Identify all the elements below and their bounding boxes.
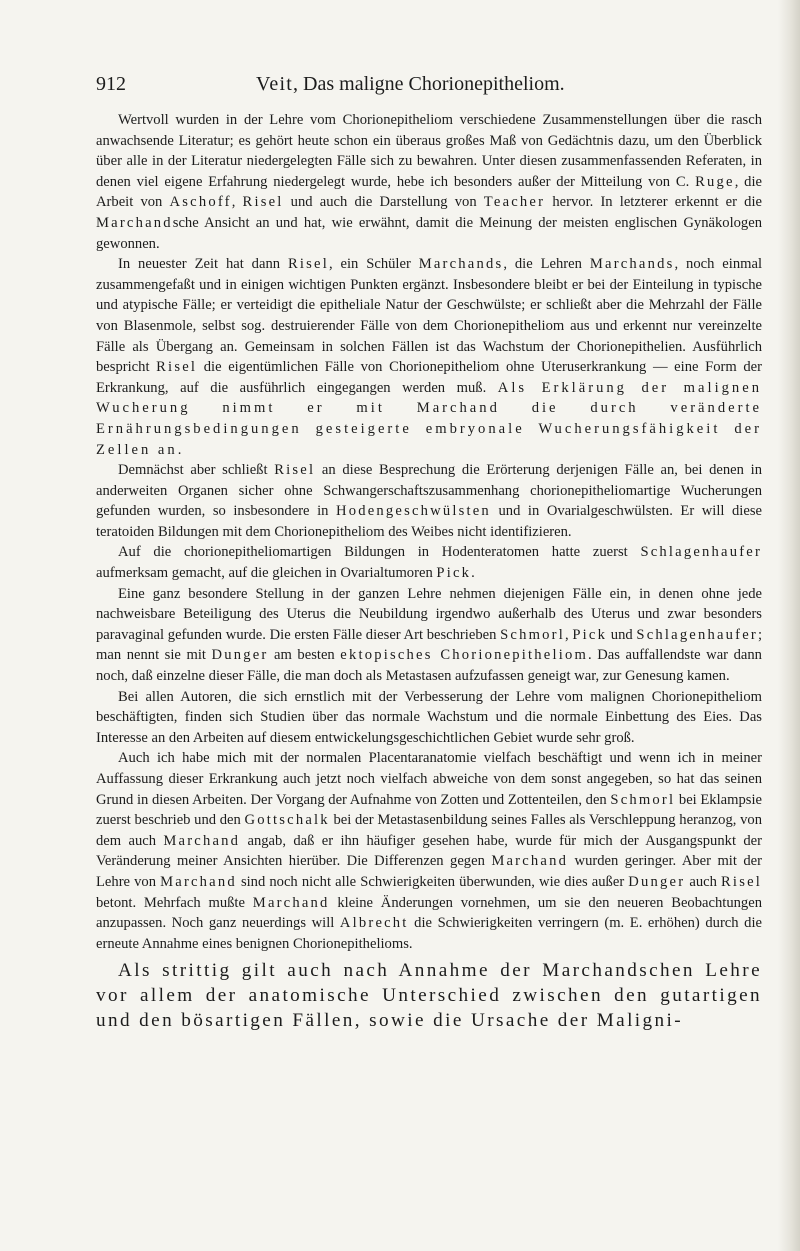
text-run: Demnächst aber schließt (118, 462, 275, 479)
text-run: , noch einmal zusammengefaßt und in einigen wichtigen Punkten ergänzt. Insbesondere bleibt er bei der Einteilung in typische und atypische Fälle; er verteidigt die epitheliale Natur der Geschwülste; er schließt aber die Mehrzahl der Fälle von Blasenmole, selbst sog. destruierender Fälle von dem Chorionepitheliom aus und erkennt nur vereinzelte Fälle als Übergang an. Gemeinsam in solchen Fällen ist das Wachstum der Chorionepithelien. Ausführlich bespricht (96, 256, 763, 376)
text-run: , ein Schüler (328, 256, 419, 273)
emphasized-name: Teacher (483, 194, 546, 211)
text-run: sind noch nicht alle Schwierigkeiten überwunden, wie dies außer (236, 873, 629, 890)
running-title-author: Veit (256, 73, 294, 95)
text-run: auch (685, 873, 721, 890)
emphasized-name: Marchand (96, 214, 173, 231)
emphasized-name: Schmorl (500, 626, 565, 643)
emphasized-name: Dunger (211, 647, 269, 664)
emphasized-name: Ruge (695, 173, 735, 190)
text-run: sche Ansicht an und hat, wie erwähnt, damit die Meinung der meisten englischen Gynäkologen gewonnen. (96, 214, 762, 252)
text-run: Auf die chorionepitheliomartigen Bildungen in Hodenteratomen hatte zuerst (118, 544, 641, 561)
emphasized-name: Marchand (160, 873, 237, 890)
paragraph-4 (96, 542, 762, 583)
text-run: bei der Metastasenbildung seines Falles als Verschleppung heranzog, von dem auch (96, 812, 762, 849)
text-run: die eigentümlichen Fälle von Chorionepitheliom ohne Uteruserkrankung — eine Form der Erkrankung, auf die ausführlich eingegangen werden muß. (96, 359, 762, 396)
text-run: und auch die Darstellung von (283, 194, 484, 211)
running-title (256, 72, 565, 96)
text-run: , (231, 194, 243, 211)
paragraph-2 (96, 254, 762, 460)
text-run: bei Eklampsie zuerst beschrieb und den (96, 791, 762, 829)
text-run: aufmerksam gemacht, auf die gleichen in Ovarialtumoren (96, 565, 437, 582)
emphasized-name: Risel (274, 462, 316, 479)
text-run: angab, daß er ihn häufiger gesehen habe, wurde für mich der Ausgangspunkt der Veränderung meiner Ansichten hierüber. Die Differenzen gegen (96, 832, 762, 870)
emphasized-name: Albrecht (339, 915, 409, 932)
emphasized-name: Gottschalk (244, 812, 330, 829)
text-run: kleine Änderungen vornehmen, um sie den neueren Beobachtungen anzupassen. Noch ganz neuerdings will (96, 894, 762, 932)
text-run: betont. Mehrfach mußte (96, 894, 253, 911)
emphasized-name: Pick (436, 565, 472, 582)
text-run: und in Ovarialgeschwülsten. Er will diese teratoiden Bildungen mit dem Chorionepitheliom des Weibes nicht identifizieren. (96, 503, 762, 540)
text-run: . (471, 565, 475, 582)
text-run: . Das auffallendste war dann noch, daß einzelne dieser Fälle, die man doch als Metastasen aufzufassen geneigt war, zur Genesung kamen. (96, 647, 762, 685)
running-title-text: , Das maligne Chorionepitheliom. (293, 73, 565, 95)
page-number: 912 (96, 73, 126, 95)
emphasized-statement: Als strittig gilt auch nach Annahme der Marchandschen Lehre vor allem der anatomische Unterschied zwischen den gutartigen und den bösartigen Fällen, sowie die Ursache der Maligni- (96, 960, 762, 1032)
text-run: an diese Besprechung die Erörterung derjenigen Fälle an, bei denen in anderweiten Organen sicher ohne Schwangerschaftszusammenhang chorionepitheliomartige Wucherungen gefunden wurden, so insbesondere in (96, 462, 762, 520)
emphasized-name: Marchand (491, 853, 569, 870)
emphasized-name: Dunger (628, 873, 686, 890)
text-run: In neuester Zeit hat dann (118, 256, 288, 273)
text-run: Auch ich habe mich mit der normalen Placentaranatomie vielfach beschäftigt und wenn ich in meiner Auffassung dieser Erkrankung auch jetzt noch vielfach abweiche von dem sonst angegeben, so hat das seinen Grund in diesen Arbeiten. Der Vorgang der Aufnahme von Zotten und Zottenteilen, den (96, 750, 762, 808)
paragraph-3 (96, 460, 762, 542)
emphasized-name: Schmorl (610, 791, 676, 808)
text-run: ; man nennt sie mit (96, 626, 763, 664)
emphasized-name: Schlagenhaufer (640, 544, 762, 561)
emphasized-name: Pick (572, 626, 608, 643)
text-run: Wertvoll wurden in der Lehre vom Chorionepitheliom verschiedene Zusammenstellungen über die rasch anwachsende Literatur; es gehört heute schon ein überaus großes Maß von Gedächtnis dazu, um den Überblick über alle in der Literatur niedergelegten Fälle sich zu bewahren. Unter diesen zusammenfassenden Referaten, in denen viel eigene Erfahrung niedergelegt wurde, hebe ich besonders außer der Mitteilung von C. (96, 112, 762, 190)
emphasized-name: Marchands (589, 256, 675, 273)
text-run: , (564, 626, 573, 643)
text-run: wurden geringer. Aber mit der Lehre von (96, 853, 762, 890)
paragraph-8-emphasized (96, 958, 762, 1033)
emphasized-name: Marchands (418, 256, 504, 273)
paragraph-1 (96, 110, 762, 254)
emphasized-name: Aschoff (169, 194, 232, 211)
text-run: , die Lehren (503, 256, 590, 273)
text-run: , die Arbeit von (96, 173, 762, 211)
body-text (96, 110, 762, 1033)
emphasized-term: Hodengeschwülsten (336, 503, 491, 520)
emphasized-statement: Als Erklärung der malignen Wucherung nimmt er mit Marchand die durch veränderte Ernährungsbedingungen gesteigerte embryonale Wucherungsfähigkeit der Zellen an. (96, 379, 762, 458)
emphasized-name: Risel (156, 359, 198, 376)
paragraph-5 (96, 584, 762, 687)
emphasized-name: Schlagenhaufer (636, 626, 758, 643)
text-run: die Schwierigkeiten verringern (m. E. erhöhen) durch die erneute Annahme eines benignen Chorionepithelioms. (96, 915, 762, 952)
text-run: am besten (268, 647, 341, 664)
emphasized-name: Marchand (163, 832, 241, 849)
paragraph-7 (96, 748, 762, 954)
text-run: Eine ganz besondere Stellung in der ganzen Lehre nehmen diejenigen Fälle ein, in denen ohne jede nachweisbare Beteiligung des Uterus die Neubildung irgendwo außerhalb des Uterus und zwar besonders paravaginal gefunden wurde. Die ersten Fälle dieser Art beschrieben (96, 585, 762, 643)
emphasized-term: ektopisches Chorionepitheliom (340, 647, 589, 664)
emphasized-name: Risel (242, 194, 284, 211)
emphasized-name: Risel (721, 873, 762, 890)
emphasized-name: Risel (287, 256, 329, 273)
paragraph-6 (96, 687, 762, 749)
emphasized-name: Marchand (252, 894, 330, 911)
text-run: hervor. In letzterer erkennt er die (545, 194, 763, 211)
text-run: und (607, 626, 637, 643)
page-edge-shadow (778, 0, 800, 1251)
text-run: Bei allen Autoren, die sich ernstlich mit der Verbesserung der Lehre vom malignen Chorionepitheliom beschäftigten, finden sich Studien über das normale Wachstum und die normale Einbettung des Eies. Das Interesse an den Arbeiten auf diesem entwickelungsgeschichtlichen Gebiet wurde sehr groß. (96, 688, 762, 746)
